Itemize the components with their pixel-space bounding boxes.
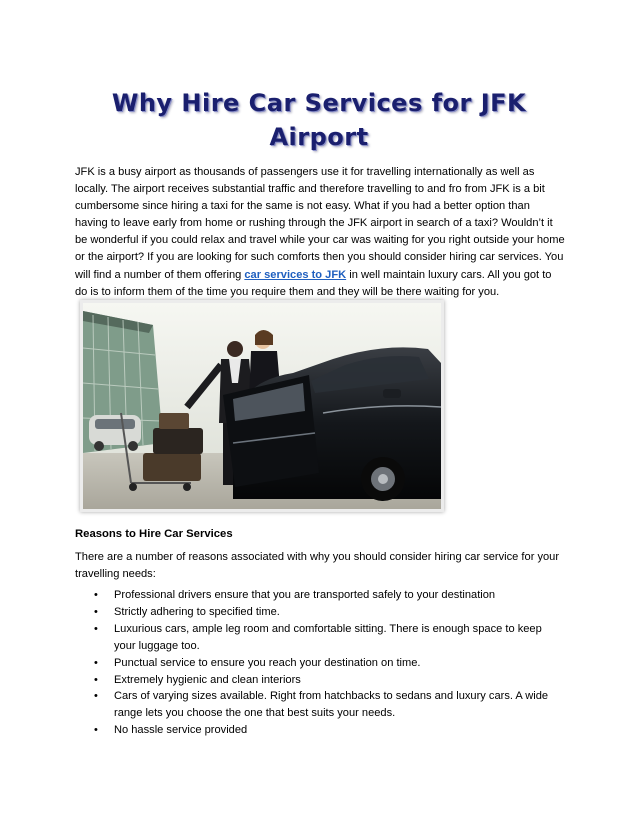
reasons-lead-paragraph: There are a number of reasons associated with why you should consider hiring car service for your travelling needs:	[75, 551, 560, 580]
list-item-text: Luxurious cars, ample leg room and comfortable sitting. There is enough space to keep your luggage too.	[114, 622, 542, 652]
list-item-text: Punctual service to ensure you reach your destination on time.	[114, 656, 421, 669]
bullet-icon: •	[94, 673, 98, 686]
chauffeur-car-photo	[80, 300, 444, 512]
list-item-text: No hassle service provided	[114, 724, 248, 737]
intro-text-after-link: in well maintain luxury cars. All you got to do is to inform them of the time you require them and they will be there waiting for you.	[75, 268, 552, 298]
reasons-heading: Reasons to Hire Car Services	[75, 528, 233, 540]
list-item-text: Strictly adhering to specified time.	[114, 605, 280, 618]
list-item-text: Cars of varying sizes available. Right from hatchbacks to sedans and luxury cars. A wide range lets you choose the one that best suits your needs.	[114, 690, 549, 720]
list-item-text: Professional drivers ensure that you are transported safely to your destination	[114, 589, 496, 601]
list-item	[75, 722, 565, 739]
bullet-icon: •	[94, 605, 98, 618]
reasons-list	[75, 587, 565, 739]
intro-paragraph	[75, 164, 565, 301]
photo-chauffeur-luxury-car-icon	[83, 303, 441, 509]
list-item-text: Extremely hygienic and clean interiors	[114, 673, 301, 686]
bullet-icon: •	[94, 656, 98, 669]
bullet-icon: •	[94, 690, 98, 703]
intro-text-before-link: JFK is a busy airport as thousands of passengers use it for travelling internationally as well as locally. The airport receives substantial traffic and therefore travelling to and fro from JFK is a bit cumbersome since hiring a taxi for the same is not easy. What if you had a better option than having to leave early from home or rushing through the JFK airport in search of a taxi? Wouldn’t it be wonderful if you could relax and travel while your car was waiting for you right outside your home or the airport? If you are looking for such comforts then you should consider hiring car services. You will find a number of them offering	[75, 166, 565, 281]
bullet-icon: •	[94, 589, 98, 601]
list-item	[75, 587, 565, 604]
list-item	[75, 655, 565, 672]
bullet-icon: •	[94, 622, 98, 635]
bullet-icon: •	[94, 724, 98, 737]
car-services-jfk-link[interactable]: car services to JFK	[244, 268, 347, 281]
page-title: Why Hire Car Services for JFK Airport	[111, 89, 527, 151]
list-item	[75, 672, 565, 689]
list-item	[75, 688, 565, 722]
list-item	[75, 604, 565, 621]
list-item	[75, 621, 565, 655]
